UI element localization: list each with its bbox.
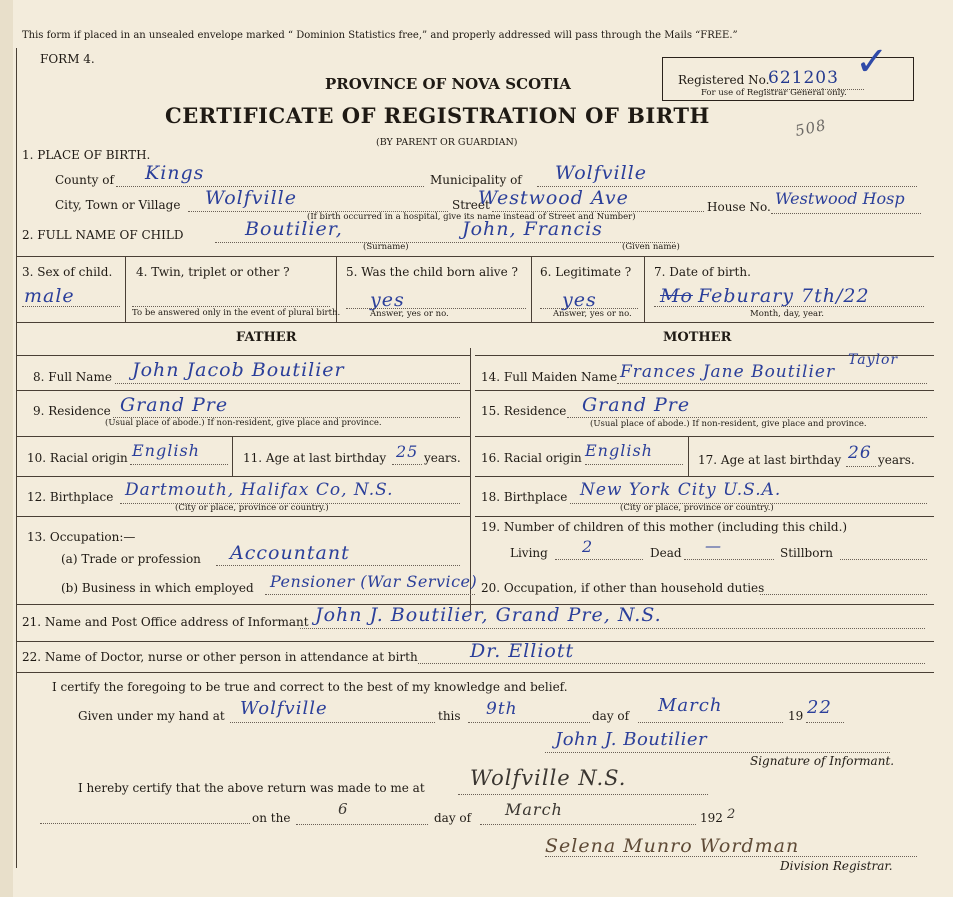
twin-label: 4. Twin, triplet or other ? — [136, 265, 290, 279]
child-surname-value: Boutilier, — [245, 218, 343, 240]
child-given-value: John, Francis — [462, 218, 603, 240]
mother-residence-label: 15. Residence — [481, 404, 567, 418]
check-mark: ✓ — [855, 39, 890, 85]
alive-note: Answer, yes or no. — [370, 309, 449, 319]
registered-label: Registered No. — [678, 73, 770, 87]
dead-value: — — [705, 536, 722, 555]
business-value: Pensioner (War Service) — [270, 572, 478, 591]
mother-residence-note: (Usual place of abode.) If non-resident, give place and province. — [590, 419, 867, 429]
registrar-caption: Division Registrar. — [780, 859, 893, 873]
father-age-value: 25 — [396, 442, 419, 461]
doctor-value: Dr. Elliott — [470, 640, 575, 662]
form-number: FORM 4. — [40, 52, 95, 66]
this-label: this — [438, 709, 461, 723]
informant-label: 21. Name and Post Office address of Informant — [22, 615, 309, 629]
living-value: 2 — [582, 537, 594, 556]
father-residence-label: 9. Residence — [33, 404, 111, 418]
mother-occupation-label: 20. Occupation, if other than household duties — [481, 581, 765, 595]
father-years-label: years. — [424, 451, 461, 465]
mother-name-correction: Taylor — [848, 352, 899, 368]
given-day-value: 9th — [486, 699, 518, 719]
father-racial-label: 10. Racial origin — [27, 451, 128, 465]
signature-caption: Signature of Informant. — [750, 754, 895, 768]
mother-birthplace-label: 18. Birthplace — [481, 490, 568, 504]
dob-note: Month, day, year. — [750, 309, 824, 319]
sex-value: male — [24, 285, 75, 307]
registrar-day-value: 6 — [338, 800, 349, 818]
mother-age-value: 26 — [848, 443, 872, 463]
given-place-value: Wolfville — [240, 698, 328, 719]
registrar-year-value: 2 — [727, 807, 737, 822]
pencil-mark: 508 — [793, 115, 829, 141]
house-label: House No. — [707, 200, 771, 214]
hospital-note: (If birth occurred in a hospital, give its name instead of Street and Number) — [307, 212, 636, 222]
mother-birthplace-note: (City or place, province or country.) — [620, 503, 774, 513]
on-the-label: on the — [252, 811, 291, 825]
mother-age-label: 17. Age at last birthday — [698, 453, 842, 467]
place-of-birth-label: 1. PLACE OF BIRTH. — [22, 148, 151, 162]
dob-label: 7. Date of birth. — [654, 265, 751, 279]
doctor-label: 22. Name of Doctor, nurse or other person in attendance at birth — [22, 650, 418, 664]
sex-label: 3. Sex of child. — [22, 265, 113, 279]
house-value: Westwood Hosp — [775, 189, 905, 208]
given-month-value: March — [658, 695, 723, 716]
binding-edge — [0, 0, 13, 897]
father-name-value: John Jacob Boutilier — [132, 359, 345, 381]
mother-heading: MOTHER — [663, 330, 732, 345]
registrar-year-prefix: 192 — [700, 811, 723, 825]
father-occupation-label: 13. Occupation:— — [27, 530, 136, 544]
legit-note: Answer, yes or no. — [553, 309, 632, 319]
twin-note: To be answered only in the event of plural birth. — [132, 308, 341, 318]
municipality-label: Municipality of — [430, 173, 522, 187]
street-label: Street — [452, 198, 490, 212]
informant-value: John J. Boutilier, Grand Pre, N.S. — [315, 604, 662, 626]
certificate-title: CERTIFICATE OF REGISTRATION OF BIRTH — [165, 103, 710, 128]
dob-struck: Mo — [660, 285, 693, 307]
mother-residence-value: Grand Pre — [582, 394, 691, 416]
given-year-value: 22 — [807, 697, 832, 718]
mother-years-label: years. — [878, 453, 915, 467]
registrar-signature: Selena Munro Wordman — [545, 835, 800, 857]
stillborn-label: Stillborn — [780, 546, 833, 560]
trade-label: (a) Trade or profession — [61, 552, 201, 566]
registrar-day-of-label: day of — [434, 811, 472, 825]
father-name-label: 8. Full Name — [33, 370, 112, 384]
street-value: Westwood Ave — [478, 187, 629, 209]
registrar-month-value: March — [505, 800, 563, 819]
father-racial-value: English — [132, 441, 200, 460]
business-label: (b) Business in which employed — [61, 581, 254, 595]
trade-value: Accountant — [230, 542, 350, 564]
certify-statement: I certify the foregoing to be true and correct to the best of my knowledge and belief. — [52, 680, 568, 694]
municipality-value: Wolfville — [555, 162, 647, 184]
dead-label: Dead — [650, 546, 682, 560]
given-day-of-label: day of — [592, 709, 630, 723]
father-birthplace-note: (City or place, province or country.) — [175, 503, 329, 513]
father-residence-value: Grand Pre — [120, 394, 229, 416]
father-heading: FATHER — [236, 330, 297, 345]
given-year-prefix: 19 — [788, 709, 804, 723]
living-label: Living — [510, 546, 548, 560]
father-age-label: 11. Age at last birthday — [243, 451, 387, 465]
city-value: Wolfville — [205, 187, 297, 209]
postal-notice: This form if placed in an unsealed envelope marked “ Dominion Statistics free,” and properly addressed will pass through the Mails “FREE.” — [22, 30, 738, 41]
surname-caption: (Surname) — [363, 242, 409, 252]
father-residence-note: (Usual place of abode.) If non-resident, give place and province. — [105, 418, 382, 428]
given-caption: (Given name) — [622, 242, 680, 252]
mother-racial-label: 16. Racial origin — [481, 451, 582, 465]
registrar-place-value: Wolfville N.S. — [470, 766, 627, 790]
county-value: Kings — [145, 162, 205, 184]
mother-birthplace-value: New York City U.S.A. — [580, 480, 782, 500]
informant-signature: John J. Boutilier — [555, 729, 708, 750]
registrar-note: For use of Registrar General only. — [701, 88, 847, 98]
given-label: Given under my hand at — [78, 709, 225, 723]
province-title: PROVINCE OF NOVA SCOTIA — [325, 75, 571, 93]
left-margin-rule — [16, 48, 17, 868]
registered-number: 621203 — [768, 68, 839, 88]
alive-label: 5. Was the child born alive ? — [346, 265, 518, 279]
mother-racial-value: English — [585, 441, 653, 460]
father-birthplace-label: 12. Birthplace — [27, 490, 114, 504]
mother-name-value: Frances Jane Boutilier — [620, 362, 836, 382]
city-label: City, Town or Village — [55, 198, 181, 212]
alive-value: yes — [370, 289, 405, 311]
father-birthplace-value: Dartmouth, Halifax Co, N.S. — [125, 480, 394, 500]
certificate-subtitle: (BY PARENT OR GUARDIAN) — [376, 137, 518, 148]
mother-name-label: 14. Full Maiden Name — [481, 370, 618, 384]
legit-value: yes — [562, 289, 597, 311]
registrar-statement: I hereby certify that the above return was made to me at — [78, 781, 425, 795]
children-label: 19. Number of children of this mother (including this child.) — [481, 520, 848, 534]
child-name-label: 2. FULL NAME OF CHILD — [22, 228, 184, 242]
dob-value: Feburary 7th/22 — [698, 285, 870, 307]
county-label: County of — [55, 173, 114, 187]
legit-label: 6. Legitimate ? — [540, 265, 632, 279]
